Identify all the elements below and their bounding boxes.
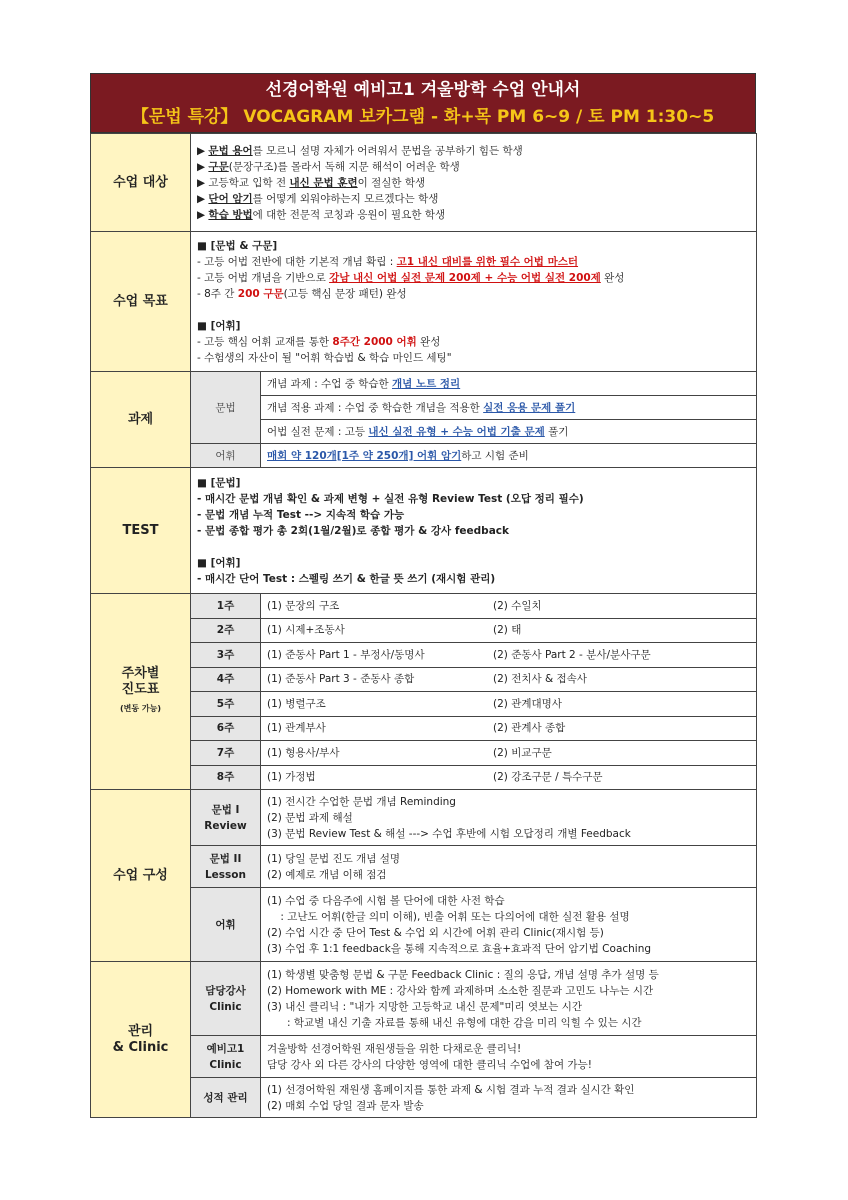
- week-topics: (1) 준동사 Part 1 - 부정사/동명사 (2) 준동사 Part 2 - 분사/분사구문: [261, 643, 757, 668]
- structure-vocab-content: (1) 수업 중 다음주에 시험 볼 단어에 대한 사전 학습 : 고난도 어휘(한글 의미 이해), 빈출 어휘 또는 다의어에 대한 실전 활용 설명 (2) 수업 시간 중 단어 Test & 수업 외 시간에 어휘 관리 Clinic(재시험 등) (3) 수업 후 1:1 feedback을 통해 지속적으로 효율+효과적 단어 암기법 Coaching: [261, 888, 757, 962]
- homework-item: 개념 과제 : 수업 중 학습한 개념 노트 정리: [261, 372, 757, 396]
- week-label: 2주: [191, 618, 261, 643]
- list-item: ▶ 단어 암기를 어떻게 외워야하는지 모르겠다는 학생: [197, 192, 439, 205]
- clinic-teacher-row: [91, 962, 757, 1036]
- clinic-label: 관리 & Clinic: [91, 962, 191, 1118]
- week-label: 8주: [191, 765, 261, 790]
- test-line: - 매시간 문법 개념 확인 & 과제 변형 + 실전 유형 Review Test (오답 정리 필수): [197, 492, 584, 505]
- goals-vocab-heading: ■ [어휘]: [197, 319, 241, 332]
- homework-item: 어법 실전 문제 : 고등 내신 실전 유형 + 수능 어법 기출 문제 풀기: [261, 420, 757, 444]
- test-row: [91, 468, 757, 594]
- list-item: ▶ 문법 용어를 모르니 설명 자체가 어려워서 문법을 공부하기 힘든 학생: [197, 144, 523, 157]
- week-topics: (1) 병렬구조 (2) 관계대명사: [261, 692, 757, 717]
- schedule-label: 주차별 진도표 (변동 가능): [91, 594, 191, 790]
- goals-line: - 고등 핵심 어휘 교재를 통한 8주간 2000 어휘 완성: [197, 335, 441, 348]
- goals-content: [191, 232, 757, 372]
- homework-item: 매회 약 120개[1주 약 250개] 어휘 암기하고 시험 준비: [261, 444, 757, 468]
- table-row: [91, 667, 757, 692]
- homework-vocab-label: 어휘: [191, 444, 261, 468]
- clinic-grade-content: (1) 선경어학원 재원생 홈페이지를 통한 과제 & 시험 결과 누적 결과 실시간 확인 (2) 매회 수업 당일 결과 문자 발송: [261, 1078, 757, 1118]
- goals-line: - 고등 어법 개념을 기반으로 강남 내신 어법 실전 문제 200제 + 수능 어법 실전 200제 완성: [197, 271, 625, 284]
- test-label: TEST: [91, 468, 191, 594]
- test-line: - 매시간 단어 Test : 스펠링 쓰기 & 한글 뜻 쓰기 (재시험 관리): [197, 572, 496, 585]
- week-topics: (1) 가정법 (2) 강조구문 / 특수구문: [261, 765, 757, 790]
- homework-row: [91, 372, 757, 396]
- structure-lesson-label: 문법 II Lesson: [191, 846, 261, 888]
- week-topics: (1) 관계부사 (2) 관계사 종합: [261, 716, 757, 741]
- clinic-grade-label: 성적 관리: [191, 1078, 261, 1118]
- test-grammar-heading: ■ [문법]: [197, 476, 241, 489]
- header-banner: [90, 73, 756, 133]
- homework-label: 과제: [91, 372, 191, 468]
- list-item: ▶ 학습 방법에 대한 전문적 코칭과 응원이 필요한 학생: [197, 208, 446, 221]
- table-row: [91, 692, 757, 717]
- week-label: 6주: [191, 716, 261, 741]
- list-item: ▶ 구문(문장구조)를 몰라서 독해 지문 해석이 어려운 학생: [197, 160, 460, 173]
- target-label: 수업 대상: [91, 134, 191, 232]
- week-label: 4주: [191, 667, 261, 692]
- week-topics: (1) 시제+조동사 (2) 태: [261, 618, 757, 643]
- goals-line: - 고등 어법 전반에 대한 기본적 개념 확립 : 고1 내신 대비를 위한 필수 어법 마스터: [197, 255, 579, 268]
- clinic-grade-row: [91, 1078, 757, 1118]
- week-topics: (1) 준동사 Part 3 - 준동사 종합 (2) 전치사 & 접속사: [261, 667, 757, 692]
- structure-vocab-label: 어휘: [191, 888, 261, 962]
- week-topics: (1) 문장의 구조 (2) 수일치: [261, 594, 757, 619]
- table-row: [91, 765, 757, 790]
- test-line: - 문법 종합 평가 총 2회(1월/2월)로 종합 평가 & 강사 feedback: [197, 524, 509, 537]
- clinic-pre-row: [91, 1036, 757, 1078]
- guide-sheet: [90, 73, 756, 1118]
- homework-item: 개념 적용 과제 : 수업 중 학습한 개념을 적용한 실전 응용 문제 풀기: [261, 396, 757, 420]
- structure-review-row: [91, 790, 757, 846]
- week-label: 7주: [191, 741, 261, 766]
- clinic-teacher-content: (1) 학생별 맞춤형 문법 & 구문 Feedback Clinic : 질의 응답, 개념 설명 추가 설명 등 (2) Homework with ME : 강사와 함께 과제하며 소소한 질문과 고민도 나누는 시간 (3) 내신 클리닉 : "내가 지망한 고등학교 내신 문제"미리 엿보는 시간 : 학교별 내신 기출 자료를 통해 내신 유형에 대한 감을 미리 익힐 수 있는 시간: [261, 962, 757, 1036]
- test-content: [191, 468, 757, 594]
- structure-vocab-row: [91, 888, 757, 962]
- table-row: [91, 643, 757, 668]
- clinic-pre-label: 예비고1 Clinic: [191, 1036, 261, 1078]
- table-row: [91, 741, 757, 766]
- structure-review-content: (1) 전시간 수업한 문법 개념 Reminding (2) 문법 과제 해설 (3) 문법 Review Test & 해설 ---> 수업 후반에 시험 오답정리 개별 Feedback: [261, 790, 757, 846]
- goals-label: 수업 목표: [91, 232, 191, 372]
- structure-review-label: 문법 I Review: [191, 790, 261, 846]
- target-row: [91, 134, 757, 232]
- week-label: 5주: [191, 692, 261, 717]
- table-row: [91, 618, 757, 643]
- week-label: 3주: [191, 643, 261, 668]
- goals-line: - 수험생의 자산이 될 "어휘 학습법 & 학습 마인드 세팅": [197, 351, 452, 364]
- structure-label: 수업 구성: [91, 790, 191, 962]
- goals-row: [91, 232, 757, 372]
- goals-line: - 8주 간 200 구문(고등 핵심 문장 패턴) 완성: [197, 287, 407, 300]
- list-item: ▶ 고등학교 입학 전 내신 문법 훈련이 절실한 학생: [197, 176, 426, 189]
- structure-lesson-content: (1) 당일 문법 진도 개념 설명 (2) 예제로 개념 이해 점검: [261, 846, 757, 888]
- clinic-teacher-label: 담당강사 Clinic: [191, 962, 261, 1036]
- page-title: 선경어학원 예비고1 겨울방학 수업 안내서: [265, 80, 581, 100]
- goals-grammar-heading: ■ [문법 & 구문]: [197, 239, 278, 252]
- table-row: [91, 716, 757, 741]
- clinic-pre-content: 겨울방학 선경어학원 재원생들을 위한 다채로운 클리닉! 담당 강사 외 다른 강사의 다양한 영역에 대한 클리닉 수업에 참여 가능!: [261, 1036, 757, 1078]
- week-label: 1주: [191, 594, 261, 619]
- test-vocab-heading: ■ [어휘]: [197, 556, 241, 569]
- guide-table: [90, 133, 757, 1118]
- table-row: [91, 594, 757, 619]
- week-topics: (1) 형용사/부사 (2) 비교구문: [261, 741, 757, 766]
- structure-lesson-row: [91, 846, 757, 888]
- page-subtitle: 【문법 특강】 VOCAGRAM 보카그램 - 화+목 PM 6~9 / 토 PM 1:30~5: [131, 107, 715, 127]
- test-line: - 문법 개념 누적 Test --> 지속적 학습 가능: [197, 508, 405, 521]
- target-list: [191, 134, 757, 232]
- homework-grammar-label: 문법: [191, 372, 261, 444]
